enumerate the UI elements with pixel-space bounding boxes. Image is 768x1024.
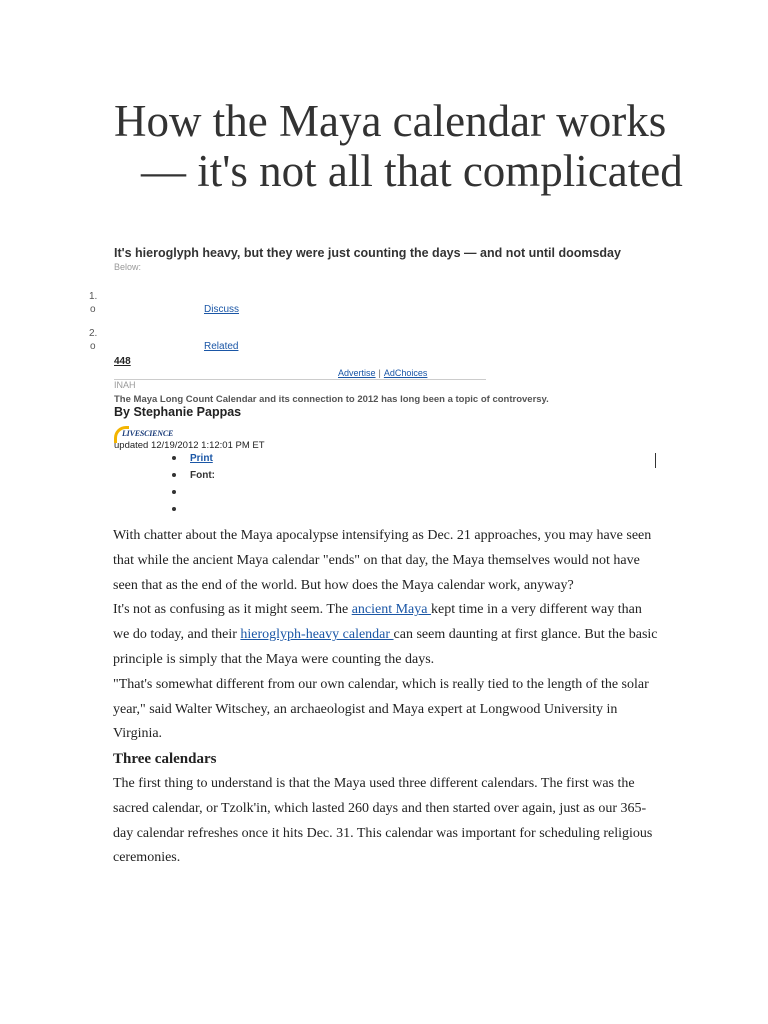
paragraph-4: The first thing to understand is that the Maya used three different calendars. The first was the sacred calendar, or Tzolk'in, which lasted 260 days and then started over again, just as our 365-day calendar refreshes once it hits Dec. 31. This calendar was important for scheduling religious ceremonies. bbox=[113, 775, 653, 866]
list-marker-2: o bbox=[90, 341, 96, 352]
list-marker-1: o bbox=[90, 304, 96, 315]
updated-timestamp: updated 12/19/2012 1:12:01 PM ET bbox=[114, 440, 265, 451]
bullet-icon bbox=[172, 490, 176, 494]
byline: By Stephanie Pappas bbox=[114, 405, 242, 419]
comment-count[interactable]: 448 bbox=[114, 356, 131, 367]
paragraph-1: With chatter about the Maya apocalypse intensifying as Dec. 21 approaches, you may have seen that while the ancient Maya calendar "ends" on that day, the Maya themselves would not have seen that as the end of the world. But how does the Maya calendar work, anyway? bbox=[113, 528, 652, 593]
tool-empty-2 bbox=[172, 504, 190, 515]
paragraph-2-text-b: kept time in a very different way than we do today, and their bbox=[113, 602, 642, 643]
paragraph-2 bbox=[113, 598, 658, 672]
article-title: How the Maya calendar works — it's not all that complicated bbox=[114, 96, 683, 196]
discuss-link[interactable]: Discuss bbox=[204, 304, 240, 315]
bullet-icon bbox=[172, 473, 176, 477]
article-subtitle: It's hieroglyph heavy, but they were just counting the days — and not until doomsday bbox=[114, 246, 621, 260]
ancient-maya-link[interactable]: ancient Maya bbox=[351, 602, 431, 618]
divider-line bbox=[114, 379, 486, 380]
font-label: Font: bbox=[190, 470, 215, 481]
image-credit: INAH bbox=[114, 380, 136, 390]
image-caption: The Maya Long Count Calendar and its connection to 2012 has long been a topic of controversy. bbox=[114, 394, 549, 405]
list-number-1: 1. bbox=[89, 291, 98, 302]
paragraph-2-text-c: can seem daunting at first glance. But the basic principle is simply that the Maya were counting the days. bbox=[113, 627, 658, 667]
ad-links-bar bbox=[338, 368, 427, 378]
advertise-link[interactable]: Advertise bbox=[338, 368, 376, 378]
section-heading: Three calendars bbox=[113, 751, 217, 768]
hieroglyph-calendar-link[interactable]: hieroglyph-heavy calendar bbox=[240, 627, 394, 643]
bullet-icon bbox=[172, 507, 176, 511]
paragraph-2-text-a: It's not as confusing as it might seem. The bbox=[113, 602, 352, 618]
list-number-2: 2. bbox=[89, 328, 98, 339]
logo-text: LIVESCIENCE bbox=[122, 429, 174, 438]
text-cursor bbox=[655, 453, 656, 468]
tool-font bbox=[172, 470, 215, 481]
tool-print bbox=[172, 453, 213, 464]
print-link[interactable]: Print bbox=[190, 453, 213, 464]
article-body bbox=[113, 524, 658, 871]
related-link[interactable]: Related bbox=[204, 341, 239, 352]
paragraph-3: "That's somewhat different from our own calendar, which is really tied to the length of the solar year," said Walter Witschey, an archaeologist and Maya expert at Longwood University in Virginia. bbox=[113, 676, 649, 742]
ad-separator: | bbox=[378, 368, 381, 378]
bullet-icon bbox=[172, 456, 176, 460]
tool-empty-1 bbox=[172, 487, 190, 498]
adchoices-link[interactable]: AdChoices bbox=[383, 368, 428, 378]
below-label: Below: bbox=[114, 262, 142, 272]
